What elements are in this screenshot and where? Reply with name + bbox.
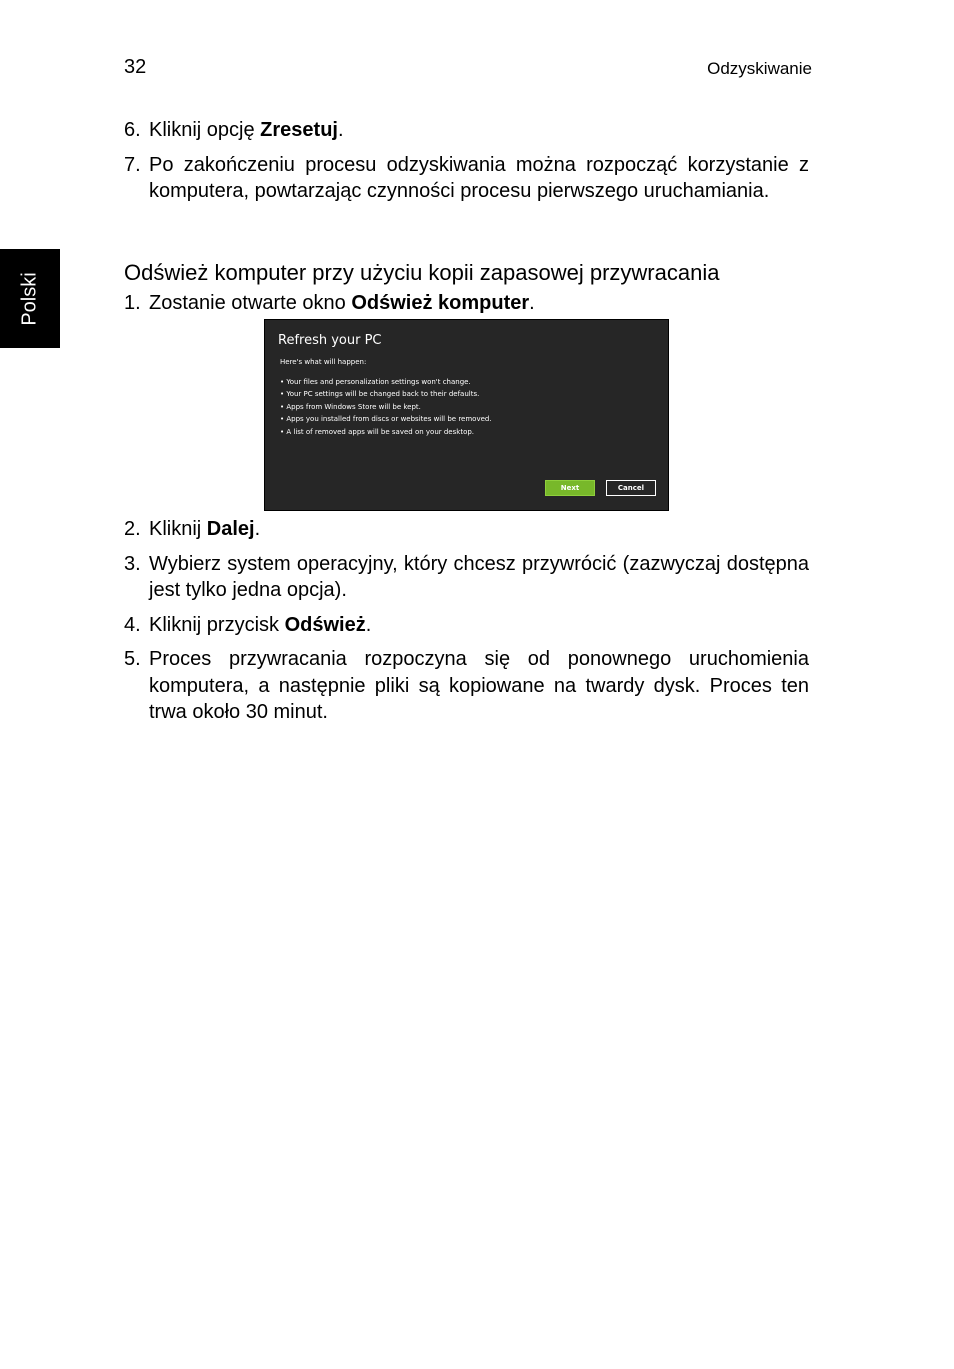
screenshot-bullet: • Apps you installed from discs or websites will be removed. [280,415,492,424]
screenshot-bullet: • Your PC settings will be changed back to their defaults. [280,390,480,399]
step-text-bold: Zresetuj [260,119,338,141]
steps-list-top [124,117,809,205]
step-text-bold: Odśwież komputer [351,292,530,314]
steps-list-section [124,290,809,317]
step-5 [124,646,809,726]
screenshot-title: Refresh your PC [278,333,382,348]
step-number: 6. [124,119,141,141]
step-text-pre: Kliknij opcję [149,119,261,141]
screenshot-bullet: • Apps from Windows Store will be kept. [280,402,421,411]
step-number: 7. [124,153,141,176]
step-text-post: . [529,292,535,314]
step-text: Po zakończeniu procesu odzyskiwania można rozpocząć korzystanie z komputera, powtarzając czynności procesu pierwszego uruchamiania. [149,153,809,202]
running-header: Odzyskiwanie [707,59,812,78]
step-number: 1. [124,292,141,314]
next-button[interactable]: Next [545,480,595,496]
step-number: 2. [124,518,141,540]
screenshot-subtitle: Here's what will happen: [280,358,367,366]
page-number: 32 [124,56,147,78]
step-2 [124,516,809,543]
step-text [149,612,809,639]
step-text-post: . [254,518,261,540]
step-text-pre: Kliknij [149,518,207,540]
step-number: 5. [124,648,141,670]
screenshot-bullet: • Your files and personalization settings won't change. [280,378,471,386]
language-side-tab [0,249,60,348]
step-7 [124,152,809,205]
step-number: 3. [124,552,141,575]
step-text [149,290,809,317]
step-text: Proces przywracania rozpoczyna się od ponownego uruchomienia komputera, a następnie pliki są kopiowane na twardy dysk. Proces ten trwa około 30 minut. [149,648,809,723]
step-text-pre: Kliknij przycisk [149,613,285,636]
section-heading: Odśwież komputer przy użyciu kopii zapasowej przywracania [124,260,720,285]
step-text [149,516,809,543]
step-1 [124,290,809,317]
side-tab-label: Polski [18,271,41,326]
step-text-pre: Zostanie otwarte okno [149,292,352,314]
step-number: 4. [124,613,141,636]
step-4 [124,612,809,639]
step-text-bold: Dalej [206,518,255,540]
step-text: Wybierz system operacyjny, który chcesz przywrócić (zazwyczaj dostępna jest tylko jedna opcja). [149,552,809,601]
step-text-bold: Odśwież [284,613,366,636]
refresh-pc-screenshot [264,319,669,511]
step-3 [124,551,809,604]
screenshot-bullet: • A list of removed apps will be saved on your desktop. [280,427,475,436]
step-text [149,117,809,144]
cancel-button[interactable]: Cancel [606,480,656,496]
screenshot-bullet-list [280,376,492,438]
step-text-post: . [337,119,344,141]
step-6 [124,117,809,144]
step-text-post: . [365,613,372,636]
steps-list-bottom [124,516,809,726]
